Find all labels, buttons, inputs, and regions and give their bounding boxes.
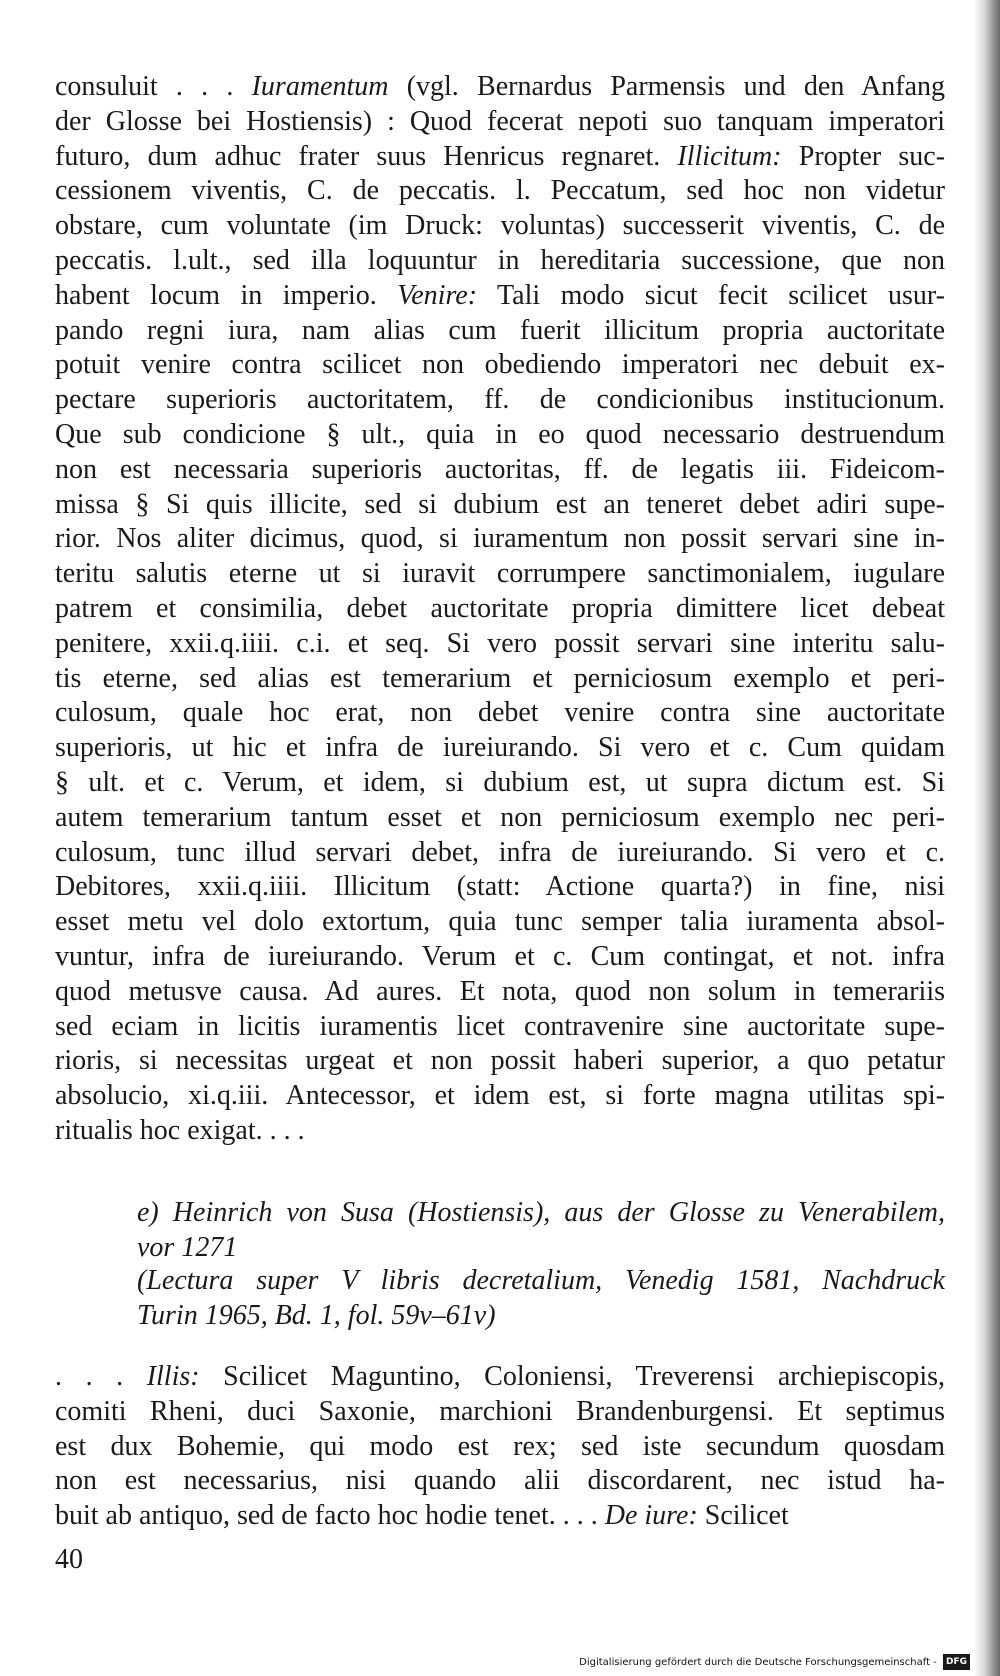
italic-term: Iuramentum [251,71,389,102]
text-line [55,662,945,697]
text-run: Propter suc- [781,140,946,172]
text-line [55,1464,945,1499]
section-heading-e [137,1196,945,1266]
text-run: Tali modo sicut fecit scilicet usur- [477,279,945,311]
text-run: tis eterne, sed alias est temerarium et perniciosum exemplo et peri- [55,662,945,694]
text-line [55,140,945,175]
text-run: culosum, quale hoc erat, non debet venire contra sine auctoritate [55,697,945,729]
text-line [55,731,945,766]
text-run: pectare superioris auctoritatem, ff. de condicionibus institucionum. [55,384,945,416]
body-paragraph-illis [55,1360,945,1534]
text-line [55,975,945,1010]
text-line [55,488,945,523]
text-line [55,418,945,453]
text-line [55,70,945,105]
text-run: vuntur, infra de iureiurando. Verum et c. Cum contingat, et not. infra [55,940,945,972]
citation-line: (Lectura super V libris decretalium, Venedig 1581, Nachdruck [137,1265,945,1296]
text-line [55,627,945,662]
heading-line: vor 1271 [137,1231,238,1263]
text-line [55,314,945,349]
text-run: absolucio, xi.q.iii. Antecessor, et idem est, si forte magna utilitas spi- [55,1080,945,1112]
text-run: missa § Si quis illicite, sed si dubium est an teneret debet adiri supe- [55,488,945,520]
page-edge-shadow [974,0,1000,1676]
text-line [55,383,945,418]
text-run: consuluit . . . [55,71,252,102]
text-line [55,1360,945,1395]
text-run: quod metusve causa. Ad aures. Et nota, quod non solum in temerariis [55,975,945,1007]
italic-term: Illicitum: [677,140,782,172]
dfg-logo: DFG [943,1654,970,1670]
text-line [55,1499,945,1534]
text-line [55,696,945,731]
text-run: Scilicet Maguntino, Coloniensi, Treverensi archiepiscopis, [199,1361,945,1392]
text-run: comiti Rheni, duci Saxonie, marchioni Brandenburgensi. Et septimus [55,1395,945,1427]
text-line [55,453,945,488]
text-run: buit ab antiquo, sed de facto hoc hodie tenet. . . . [55,1500,605,1532]
text-run: sed eciam in licitis iuramentis licet contravenire sine auctoritate supe- [55,1010,945,1042]
text-line [55,1044,945,1079]
text-run: (vgl. Bernardus Parmensis und den Anfang [388,71,945,102]
text-line [55,801,945,836]
digitization-credit [579,1654,970,1670]
text-line [55,905,945,940]
text-run: habent locum in imperio. [55,279,398,311]
text-run: potuit venire contra scilicet non obediendo imperatori nec debuit ex- [55,349,945,381]
text-run: . . . [55,1361,147,1392]
italic-term: De iure: [604,1500,698,1532]
text-run: non est necessaria superioris auctoritas, ff. de legatis iii. Fideicom- [55,453,945,485]
text-run: autem temerarium tantum esset et non perniciosum exemplo nec peri- [55,801,945,833]
text-line [55,244,945,279]
text-run: est dux Bohemie, qui modo est rex; sed iste secundum quosdam [55,1430,945,1462]
text-run: penitere, xxii.q.iiii. c.i. et seq. Si vero possit servari sine interitu salu- [55,627,945,659]
text-line [55,174,945,209]
text-line [55,279,945,314]
digitization-credit-text: Digitalisierung gefördert durch die Deutsche Forschungsgemeinschaft - [579,1657,937,1668]
text-line [55,766,945,801]
page-number: 40 [55,1544,83,1575]
text-run: patrem et consimilia, debet auctoritate propria dimittere licet debeat [55,592,945,624]
text-run: § ult. et c. Verum, et idem, si dubium est, ut supra dictum est. Si [55,766,945,798]
text-run: Debitores, xxii.q.iiii. Illicitum (statt: Actione quarta?) in fine, nisi [55,871,945,903]
text-line [55,1114,945,1149]
body-paragraph-glosse [55,70,945,1149]
source-citation-e [137,1264,945,1334]
text-line [55,592,945,627]
text-run: culosum, tunc illud servari debet, infra de iureiurando. Si vero et c. [55,836,945,868]
text-line [55,1430,945,1465]
text-run: Que sub condicione § ult., quia in eo quod necessario destruendum [55,418,945,450]
text-line [55,870,945,905]
text-run: futuro, dum adhuc frater suus Henricus regnaret. [55,140,678,172]
text-line [55,836,945,871]
text-run: rioris, si necessitas urgeat et non possit haberi superior, a quo petatur [55,1045,945,1077]
text-line [55,105,945,140]
text-run: cessionem viventis, C. de peccatis. l. Peccatum, sed hoc non videtur [55,175,945,207]
text-line [55,940,945,975]
text-line [55,1395,945,1430]
text-line [55,348,945,383]
text-line [55,522,945,557]
text-run: rior. Nos aliter dicimus, quod, si iuramentum non possit servari sine in- [55,523,945,555]
text-line [55,1010,945,1045]
text-run: Scilicet [697,1500,789,1532]
text-run: superioris, ut hic et infra de iureiurando. Si vero et c. Cum quidam [55,732,945,764]
text-line [55,1079,945,1114]
text-run: peccatis. l.ult., sed illa loquuntur in hereditaria successione, que non [55,244,945,276]
text-run: pando regni iura, nam alias cum fuerit illicitum propria auctoritate [55,314,945,346]
text-run: teritu salutis eterne ut si iuravit corrumpere sanctimonialem, iugulare [55,558,945,590]
text-run: ritualis hoc exigat. . . . [55,1114,305,1146]
text-run: der Glosse bei Hostiensis) : Quod fecerat nepoti suo tanquam imperatori [55,105,945,137]
citation-line: Turin 1965, Bd. 1, fol. 59v–61v) [137,1299,496,1331]
text-run: non est necessarius, nisi quando alii discordarent, nec istud ha- [55,1465,945,1497]
italic-term: Illis: [146,1361,200,1392]
text-line [55,209,945,244]
text-run: esset metu vel dolo extortum, quia tunc semper talia iuramenta absol- [55,906,945,938]
italic-term: Venire: [397,279,478,311]
heading-line: e) Heinrich von Susa (Hostiensis), aus der Glosse zu Venerabilem, [137,1197,945,1228]
text-run: obstare, cum voluntate (im Druck: voluntas) successerit viventis, C. de [55,210,945,242]
text-line [55,557,945,592]
